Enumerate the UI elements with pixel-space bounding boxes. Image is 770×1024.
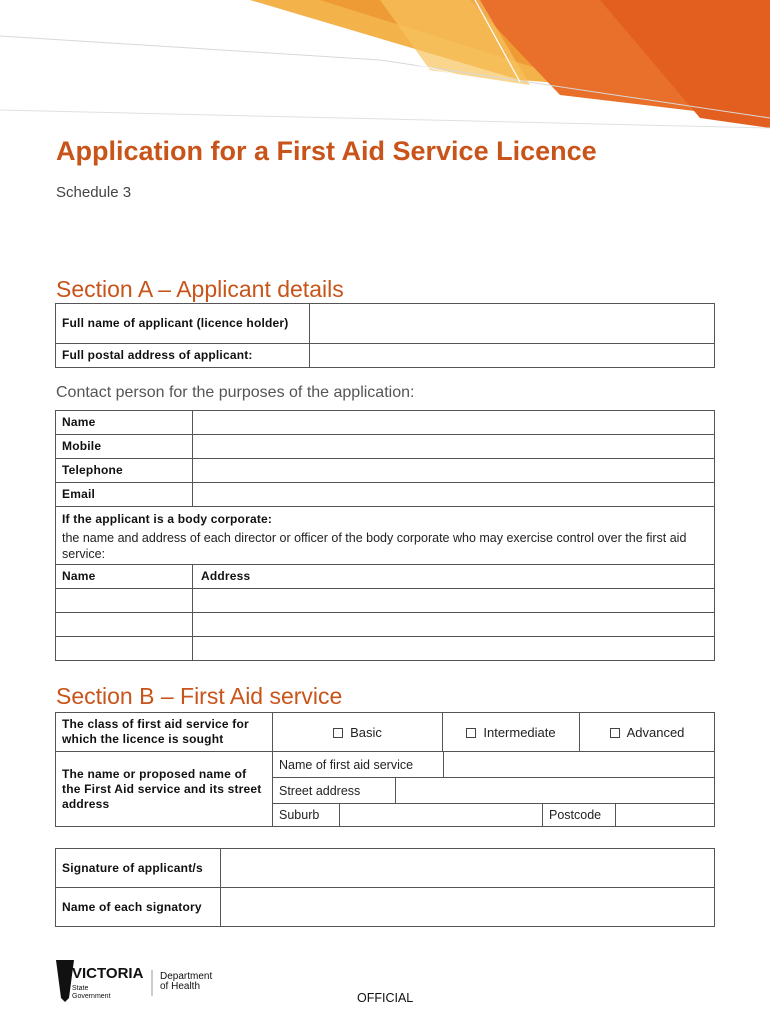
- table-row: [56, 565, 715, 589]
- basic-checkbox[interactable]: [333, 728, 343, 738]
- victoria-government-logo: [56, 958, 226, 1009]
- table-row: [56, 637, 715, 661]
- table-row: [56, 483, 715, 507]
- body-corporate-label: If the applicant is a body corporate:: [62, 512, 273, 526]
- service-name-label: The name or proposed name of the First Aid service and its street address: [62, 766, 262, 811]
- director-name-field[interactable]: [56, 637, 193, 661]
- contact-name-label: Name: [62, 415, 96, 429]
- postal-address-label: Full postal address of applicant:: [62, 348, 253, 362]
- contact-mobile-label: Mobile: [62, 439, 102, 453]
- full-name-label-cell: [56, 304, 310, 344]
- header-banner-graphic: [0, 0, 770, 130]
- contact-telephone-label: Telephone: [62, 463, 123, 477]
- contact-person-table: [55, 410, 715, 661]
- contact-mobile-field[interactable]: [193, 435, 715, 459]
- table-row: [56, 507, 715, 565]
- contact-name-field[interactable]: [193, 411, 715, 435]
- signature-table: [55, 848, 715, 927]
- service-name-row: [273, 752, 714, 778]
- body-corporate-instructions: the name and address of each director or officer of the body corporate who may exercise control over the first aid service:: [62, 531, 687, 561]
- logo-government-text: Government: [72, 993, 111, 1000]
- table-row: [56, 411, 715, 435]
- signature-label: Signature of applicant/s: [62, 860, 203, 875]
- postal-label-cell: [56, 344, 310, 368]
- document-subtitle: Schedule 3: [56, 184, 132, 201]
- service-class-label: The class of first aid service for which the licence is sought: [62, 717, 249, 746]
- director-name-field[interactable]: [56, 589, 193, 613]
- contact-intro-text: Contact person for the purposes of the application:: [56, 384, 415, 401]
- table-row: [56, 304, 715, 344]
- contact-email-label: Email: [62, 487, 96, 501]
- director-name-header: Name: [62, 569, 96, 583]
- logo-department-text: Department: [160, 971, 213, 982]
- signature-field[interactable]: [221, 849, 715, 888]
- service-name-field-label: Name of first aid service: [273, 752, 444, 777]
- table-row: [56, 459, 715, 483]
- postal-address-field[interactable]: [310, 344, 715, 368]
- street-address-row: [273, 778, 714, 804]
- basic-option-label: Basic: [350, 724, 382, 740]
- table-row: [56, 589, 715, 613]
- logo-state-text: State: [72, 985, 89, 992]
- postcode-label: Postcode: [543, 804, 616, 826]
- full-name-label: Full name of applicant (licence holder): [62, 316, 289, 330]
- full-name-field[interactable]: [310, 304, 715, 344]
- table-row: [56, 435, 715, 459]
- signatory-name-field[interactable]: [221, 888, 715, 927]
- table-row: [56, 713, 715, 752]
- first-aid-service-table: [55, 712, 715, 827]
- table-row: [56, 888, 715, 927]
- section-a-heading: Section A – Applicant details: [56, 276, 344, 302]
- basic-option[interactable]: [273, 713, 443, 752]
- director-address-header: Address: [201, 569, 251, 583]
- logo-of-health-text: of Health: [160, 981, 201, 992]
- street-address-input[interactable]: [396, 778, 714, 803]
- classification-label: OFFICIAL: [357, 991, 414, 1005]
- table-row: [56, 849, 715, 888]
- director-name-field[interactable]: [56, 613, 193, 637]
- suburb-label: Suburb: [273, 804, 340, 826]
- logo-victoria-text: VICTORIA: [72, 965, 144, 982]
- suburb-input[interactable]: [340, 804, 543, 826]
- service-name-input[interactable]: [444, 752, 714, 777]
- body-corporate-cell: [56, 507, 715, 565]
- advanced-option[interactable]: [580, 713, 715, 752]
- street-address-label: Street address: [273, 778, 396, 803]
- director-address-field[interactable]: [193, 589, 715, 613]
- director-address-field[interactable]: [193, 613, 715, 637]
- suburb-postcode-row: [273, 804, 714, 826]
- intermediate-option-label: Intermediate: [483, 724, 556, 740]
- postcode-input[interactable]: [616, 804, 714, 826]
- advanced-option-label: Advanced: [626, 724, 685, 740]
- table-row: [56, 752, 715, 827]
- signatory-name-label: Name of each signatory: [62, 899, 202, 914]
- contact-email-field[interactable]: [193, 483, 715, 507]
- table-row: [56, 344, 715, 368]
- intermediate-checkbox[interactable]: [466, 728, 476, 738]
- document-title: Application for a First Aid Service Licence: [56, 136, 597, 166]
- intermediate-option[interactable]: [443, 713, 580, 752]
- section-b-heading: Section B – First Aid service: [56, 683, 343, 709]
- advanced-checkbox[interactable]: [610, 728, 620, 738]
- applicant-details-table: [55, 303, 715, 368]
- director-address-field[interactable]: [193, 637, 715, 661]
- service-address-cell: [273, 752, 715, 827]
- contact-telephone-field[interactable]: [193, 459, 715, 483]
- table-row: [56, 613, 715, 637]
